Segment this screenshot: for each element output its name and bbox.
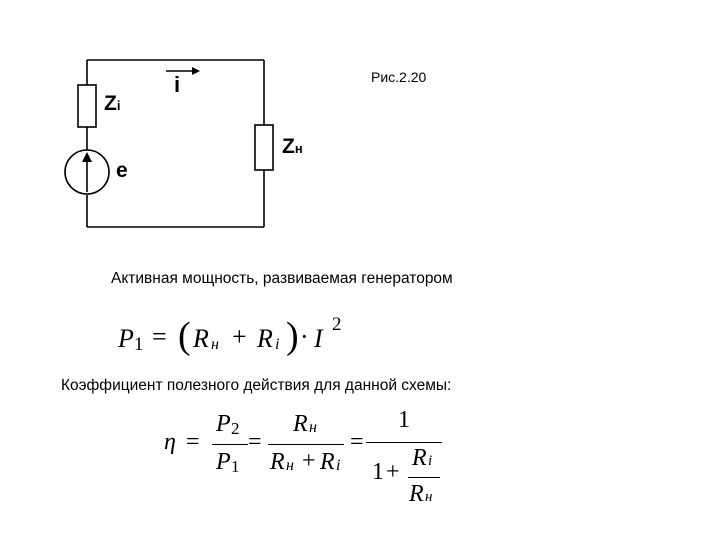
ef-frac4-line xyxy=(408,477,440,478)
ef-ri-den: R xyxy=(320,449,335,475)
ef-rn-den: R xyxy=(270,449,285,475)
ef-eq3: = xyxy=(350,429,364,455)
ef-ri-inner-sub: i xyxy=(428,453,433,469)
efficiency-heading: Коэффициент полезного действия для данной схемы: xyxy=(61,377,452,394)
ef-p2: P xyxy=(216,411,231,437)
label-zi xyxy=(104,92,120,116)
pf-r1-sub: н xyxy=(211,336,219,353)
pf-close-paren: ) xyxy=(286,315,299,357)
ef-p1-sub: 1 xyxy=(231,457,240,476)
ef-one-den: 1 xyxy=(372,459,384,485)
label-zn-main: Z xyxy=(282,135,295,158)
pf-plus: + xyxy=(232,322,247,351)
pf-exponent: 2 xyxy=(332,314,342,335)
impedance-zi xyxy=(78,85,96,127)
pf-r1: R xyxy=(193,324,209,353)
ef-plus-den: + xyxy=(302,448,316,474)
pf-open-paren: ( xyxy=(178,315,191,357)
label-zi-sub: i xyxy=(116,98,121,113)
ef-eta: η xyxy=(164,429,176,455)
pf-lhs: P xyxy=(118,324,134,353)
ef-rn-num: R xyxy=(293,411,308,437)
label-zn xyxy=(282,135,303,159)
ef-rn-inner-sub: н xyxy=(425,489,433,505)
ef-frac1-line xyxy=(212,444,248,445)
label-emf xyxy=(116,159,128,183)
figure-caption: Рис.2.20 xyxy=(371,69,427,85)
pf-lhs-sub: 1 xyxy=(134,334,144,355)
power-formula xyxy=(118,316,418,366)
pf-eq: = xyxy=(152,322,167,351)
ef-rn-den-sub: н xyxy=(286,457,294,474)
ef-eq1: = xyxy=(186,429,200,455)
ef-rn-inner: R xyxy=(409,481,424,507)
ef-one-num: 1 xyxy=(398,407,410,433)
ef-rn-num-sub: н xyxy=(309,419,317,436)
power-heading: Активная мощность, развиваемая генератором xyxy=(111,270,453,287)
impedance-zn xyxy=(255,125,273,170)
pf-current: I xyxy=(314,324,323,353)
label-emf-text: e xyxy=(116,159,128,182)
ef-p2-sub: 2 xyxy=(231,419,240,438)
pf-r2: R xyxy=(257,324,273,353)
ef-frac2-line xyxy=(268,444,344,445)
ef-eq2: = xyxy=(248,429,262,455)
pf-dot: · xyxy=(300,322,309,351)
label-zi-main: Z xyxy=(104,92,117,115)
label-zn-sub: н xyxy=(294,141,303,156)
label-current-text: i xyxy=(174,72,181,97)
current-arrow-head xyxy=(192,67,200,75)
ef-ri-den-sub: i xyxy=(336,457,341,474)
efficiency-formula xyxy=(160,405,460,515)
ef-frac3-line xyxy=(366,442,442,443)
pf-r2-sub: i xyxy=(275,336,280,353)
ef-plus2: + xyxy=(386,459,400,485)
ef-p1: P xyxy=(216,449,231,475)
ef-ri-inner: R xyxy=(412,445,427,471)
label-current xyxy=(174,72,180,98)
circuit-diagram xyxy=(0,0,720,250)
